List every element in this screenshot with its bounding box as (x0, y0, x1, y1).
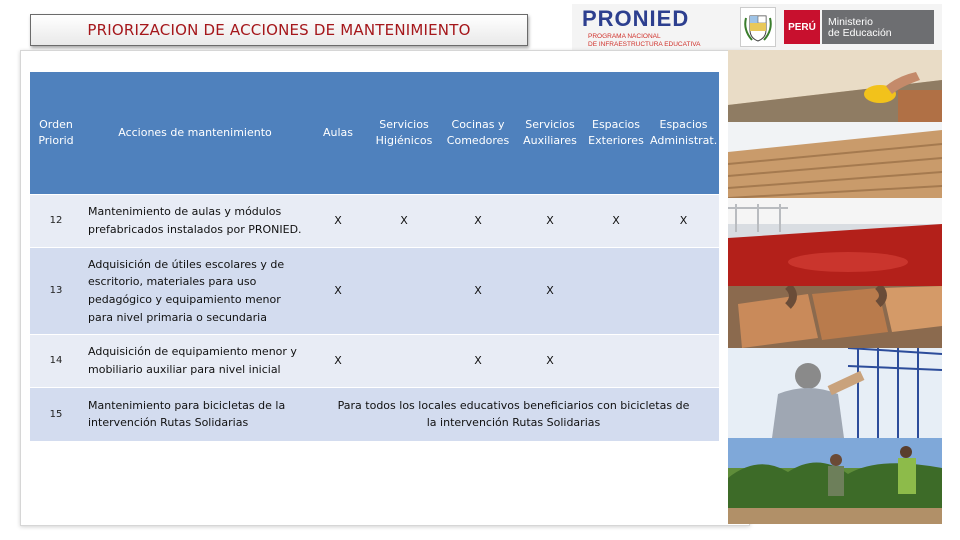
header-aulas: Aulas (308, 72, 368, 195)
table-row (30, 248, 719, 335)
peru-label: PERÚ (788, 21, 816, 33)
cell-serv-hig: X (368, 195, 440, 248)
header-orden-2: Priorid (38, 134, 74, 147)
header-orden (30, 72, 82, 195)
header-esp-adm-2: Administrat. (650, 134, 718, 147)
cell-aulas: X (308, 248, 368, 335)
pronied-logo-text: PRONIED (582, 6, 690, 31)
cell-aulas: X (308, 335, 368, 388)
cell-aulas: X (308, 195, 368, 248)
header-serv-hig-1: Servicios (379, 118, 429, 131)
cell-serv-aux: X (516, 248, 584, 335)
slide-title: PRIORIZACION DE ACCIONES DE MANTENIMIENTO (87, 21, 471, 39)
cell-serv-hig (368, 335, 440, 388)
header-esp-ext-1: Espacios (592, 118, 640, 131)
gardeners-photo (728, 438, 942, 524)
cell-esp-adm (648, 335, 719, 388)
header-serv-aux-2: Auxiliares (523, 134, 577, 147)
header-esp-ext-2: Exteriores (588, 134, 644, 147)
row-order: 14 (30, 335, 82, 388)
pronied-subtitle-2: DE INFRAESTRUCTURA EDUCATIVA (588, 41, 701, 48)
header-cocinas (440, 72, 516, 195)
ministerio-line-2: de Educación (828, 27, 892, 39)
header-espacios-administrativos (648, 72, 719, 195)
header-cocinas-1: Cocinas y (451, 118, 505, 131)
row-action: Mantenimiento para bicicletas de la intervención Rutas Solidarias (82, 388, 308, 441)
header-esp-adm-1: Espacios (659, 118, 708, 131)
row-order: 15 (30, 388, 82, 441)
header-serv-hig-2: Higiénicos (375, 134, 433, 147)
plastering-wall-photo (728, 50, 942, 122)
cell-cocinas: X (440, 335, 516, 388)
pronied-subtitle-1: PROGRAMA NACIONAL (588, 33, 661, 40)
header-servicios-auxiliares (516, 72, 584, 195)
cell-esp-adm (648, 248, 719, 335)
cell-cocinas: X (440, 195, 516, 248)
red-floor-photo (728, 198, 942, 286)
peru-logo (784, 10, 820, 44)
header-espacios-exteriores (584, 72, 648, 195)
photo-column (728, 50, 942, 524)
priority-table (30, 72, 719, 441)
header-acciones: Acciones de mantenimiento (82, 72, 308, 195)
cell-cocinas: X (440, 248, 516, 335)
row-action: Adquisición de equipamiento menor y mobiliario auxiliar para nivel inicial (82, 335, 308, 388)
row-note-line-1: Para todos los locales educativos beneficiarios con bicicletas de (337, 399, 690, 413)
worker-welding-photo (728, 348, 942, 438)
cell-esp-ext (584, 335, 648, 388)
table-row (30, 195, 719, 248)
table-row (30, 388, 719, 441)
table-header-row (30, 72, 719, 195)
cell-serv-aux: X (516, 195, 584, 248)
ministerio-logo (822, 10, 934, 44)
cell-serv-aux: X (516, 335, 584, 388)
row-action: Mantenimiento de aulas y módulos prefabricados instalados por PRONIED. (82, 195, 308, 248)
cell-esp-ext: X (584, 195, 648, 248)
header-servicios-higienicos (368, 72, 440, 195)
table-row (30, 335, 719, 388)
row-note (308, 388, 719, 441)
header-orden-1: Orden (39, 118, 73, 131)
ministerio-line-1: Ministerio (828, 16, 873, 28)
floor-tiles-photo (728, 286, 942, 348)
header-serv-aux-1: Servicios (525, 118, 575, 131)
slide-title-box (30, 14, 528, 46)
row-order: 13 (30, 248, 82, 335)
peru-coat-of-arms-icon (740, 7, 776, 47)
header-cocinas-2: Comedores (446, 134, 510, 147)
row-action: Adquisición de útiles escolares y de escritorio, materiales para uso pedagógico y equipamiento menor para nivel primaria o secundaria (82, 248, 308, 335)
cell-esp-adm: X (648, 195, 719, 248)
tile-roof-photo (728, 122, 942, 198)
pronied-logo (576, 6, 726, 48)
row-note-line-2: la intervención Rutas Solidarias (426, 416, 601, 430)
logo-bar (572, 4, 942, 50)
cell-serv-hig (368, 248, 440, 335)
cell-esp-ext (584, 248, 648, 335)
row-order: 12 (30, 195, 82, 248)
